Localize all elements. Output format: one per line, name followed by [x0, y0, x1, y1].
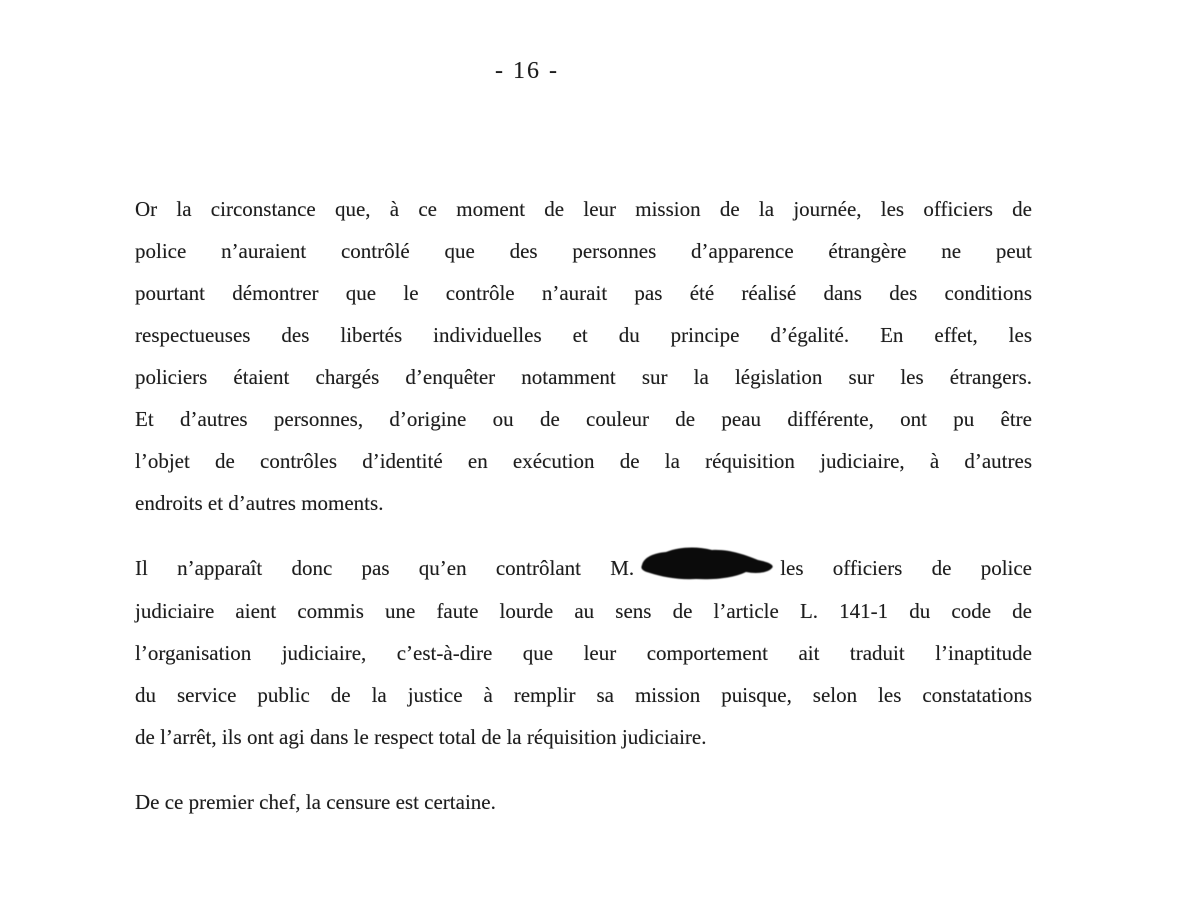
text-line: de l’arrêt, ils ont agi dans le respect total de la réquisition judiciaire. — [135, 725, 707, 750]
text-line: judiciaire aient commis une faute lourde au sens de l’article L. 141-1 du code de — [135, 599, 1032, 624]
text-line: du service public de la justice à remplir sa mission puisque, selon les constatations — [135, 683, 1032, 708]
page-number: - 16 - — [495, 58, 559, 84]
text-line: policiers étaient chargés d’enquêter notamment sur la législation sur les étrangers. — [135, 365, 1032, 389]
paragraph — [135, 547, 1032, 758]
text-line: l’objet de contrôles d’identité en exécution de la réquisition judiciaire, à d’autres — [135, 449, 1032, 473]
text-line-with-redaction — [135, 547, 1032, 590]
text-line: endroits et d’autres moments. — [135, 491, 384, 515]
text-line: police n’auraient contrôlé que des personnes d’apparence étrangère ne peut — [135, 239, 1032, 263]
redaction-ink-blob — [634, 543, 780, 583]
text-line: Or la circonstance que, à ce moment de leur mission de la journée, les officiers de — [135, 197, 1032, 221]
text-segment: Il n’apparaît donc pas qu’en contrôlant M. — [135, 556, 635, 580]
paragraph — [135, 781, 1032, 823]
text-line: Et d’autres personnes, d’origine ou de couleur de peau différente, ont pu être — [135, 407, 1032, 431]
text-line: l’organisation judiciaire, c’est-à-dire que leur comportement ait traduit l’inaptitude — [135, 641, 1032, 666]
text-line: De ce premier chef, la censure est certaine. — [135, 790, 496, 815]
text-block — [135, 188, 1032, 846]
text-segment: les officiers de police — [780, 556, 1033, 580]
text-line: respectueuses des libertés individuelles et du principe d’égalité. En effet, les — [135, 323, 1032, 347]
text-line: pourtant démontrer que le contrôle n’aurait pas été réalisé dans des conditions — [135, 281, 1032, 305]
paragraph — [135, 188, 1032, 524]
